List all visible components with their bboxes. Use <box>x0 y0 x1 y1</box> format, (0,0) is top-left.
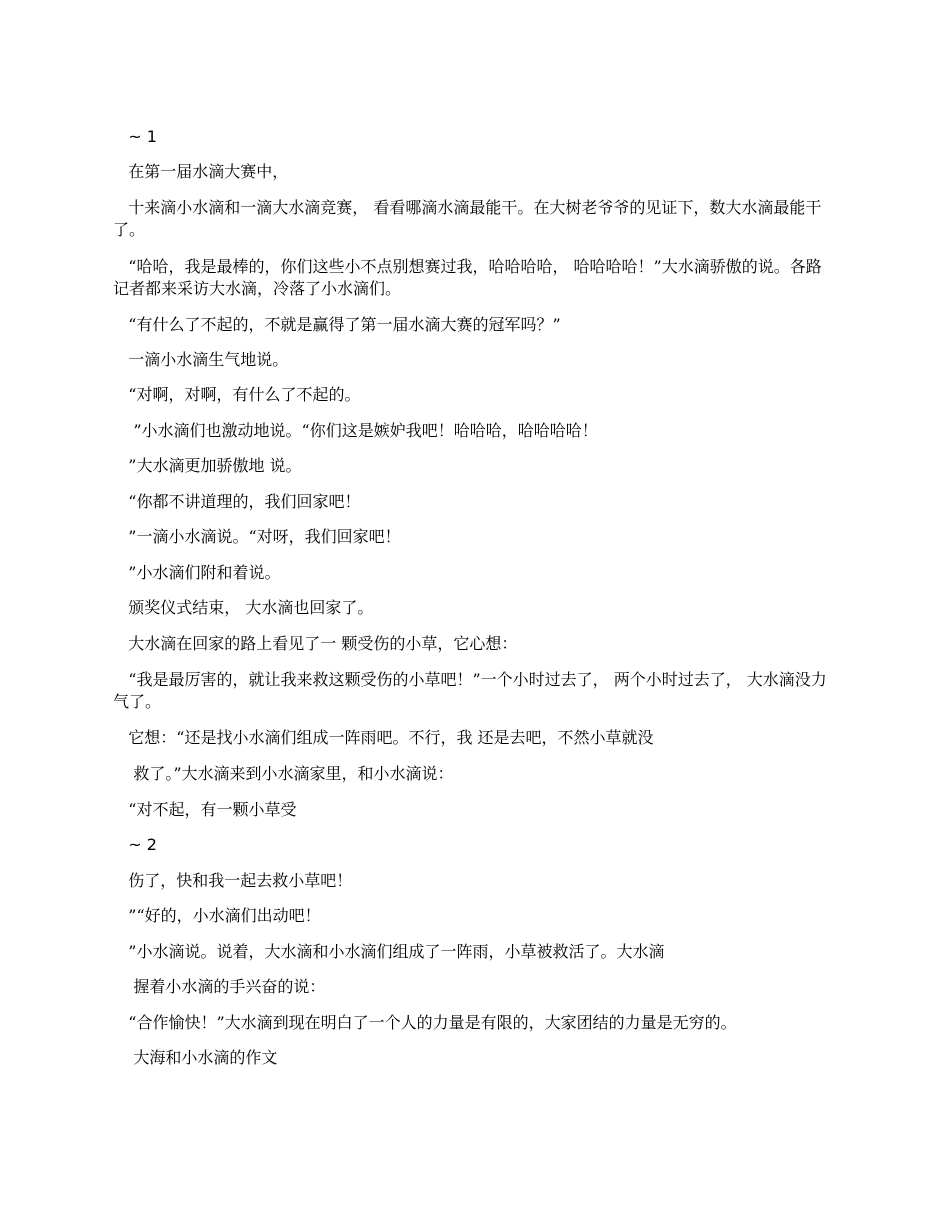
page-marker-2: ~ 2 <box>113 835 157 854</box>
paragraph-line: ”小水滴说。说着，大水滴和小水滴们组成了一阵雨，小草被救活了。大水滴 <box>113 942 665 961</box>
paragraph-line: 颁奖仪式结束， 大水滴也回家了。 <box>113 598 374 617</box>
page-marker-1: ~ 1 <box>113 127 157 146</box>
paragraph-line: ”小水滴们也激动地说。“你们这是嫉妒我吧！哈哈哈，哈哈哈哈！ <box>113 421 598 440</box>
paragraph-line: 在第一届水滴大赛中， <box>113 162 289 181</box>
paragraph-line: ”小水滴们附和着说。 <box>113 563 281 582</box>
paragraph-line: 它想：“还是找小水滴们组成一阵雨吧。不行，我 还是去吧，不然小草就没 <box>113 728 654 747</box>
paragraph-line: “哈哈，我是最棒的，你们这些小不点别想赛过我，哈哈哈哈， 哈哈哈哈！”大水滴骄傲的说。各路记者都来采访大水滴，冷落了小水滴们。 <box>113 257 822 298</box>
paragraph-line: ”大水滴更加骄傲地 说。 <box>113 456 302 475</box>
paragraph-line: 救了。”大水滴来到小水滴家里，和小水滴说： <box>113 764 454 783</box>
paragraph-line: “对啊，对啊，有什么了不起的。 <box>113 385 361 404</box>
paragraph-line: “合作愉快！”大水滴到现在明白了一个人的力量是有限的，大家团结的力量是无穷的。 <box>113 1013 737 1032</box>
paragraph-line: 大海和小水滴的作文 <box>113 1048 278 1067</box>
paragraph-line: “有什么了不起的，不就是赢得了第一届水滴大赛的冠军吗？” <box>113 315 561 334</box>
paragraph-line: 握着小水滴的手兴奋的说： <box>113 977 326 996</box>
paragraph-line: ”一滴小水滴说。“对呀，我们回家吧！ <box>113 527 401 546</box>
paragraph-line: 大水滴在回家的路上看见了一 颗受伤的小草，它心想： <box>113 634 518 653</box>
paragraph-line: ”“好的，小水滴们出动吧！ <box>113 906 321 925</box>
paragraph-line: “你都不讲道理的，我们回家吧！ <box>113 492 361 511</box>
paragraph-line: 伤了，快和我一起去救小草吧！ <box>113 871 353 890</box>
paragraph-line: 十来滴小水滴和一滴大水滴竞赛， 看看哪滴水滴最能干。在大树老爷爷的见证下，数大水滴最能干了。 <box>113 198 822 239</box>
paragraph-line: “对不起，有一颗小草受 <box>113 800 297 819</box>
paragraph-line: 一滴小水滴生气地说。 <box>113 350 289 369</box>
paragraph-line: “我是最厉害的，就让我来救这颗受伤的小草吧！”一个小时过去了， 两个小时过去了， 大水滴没力气了。 <box>113 670 827 711</box>
